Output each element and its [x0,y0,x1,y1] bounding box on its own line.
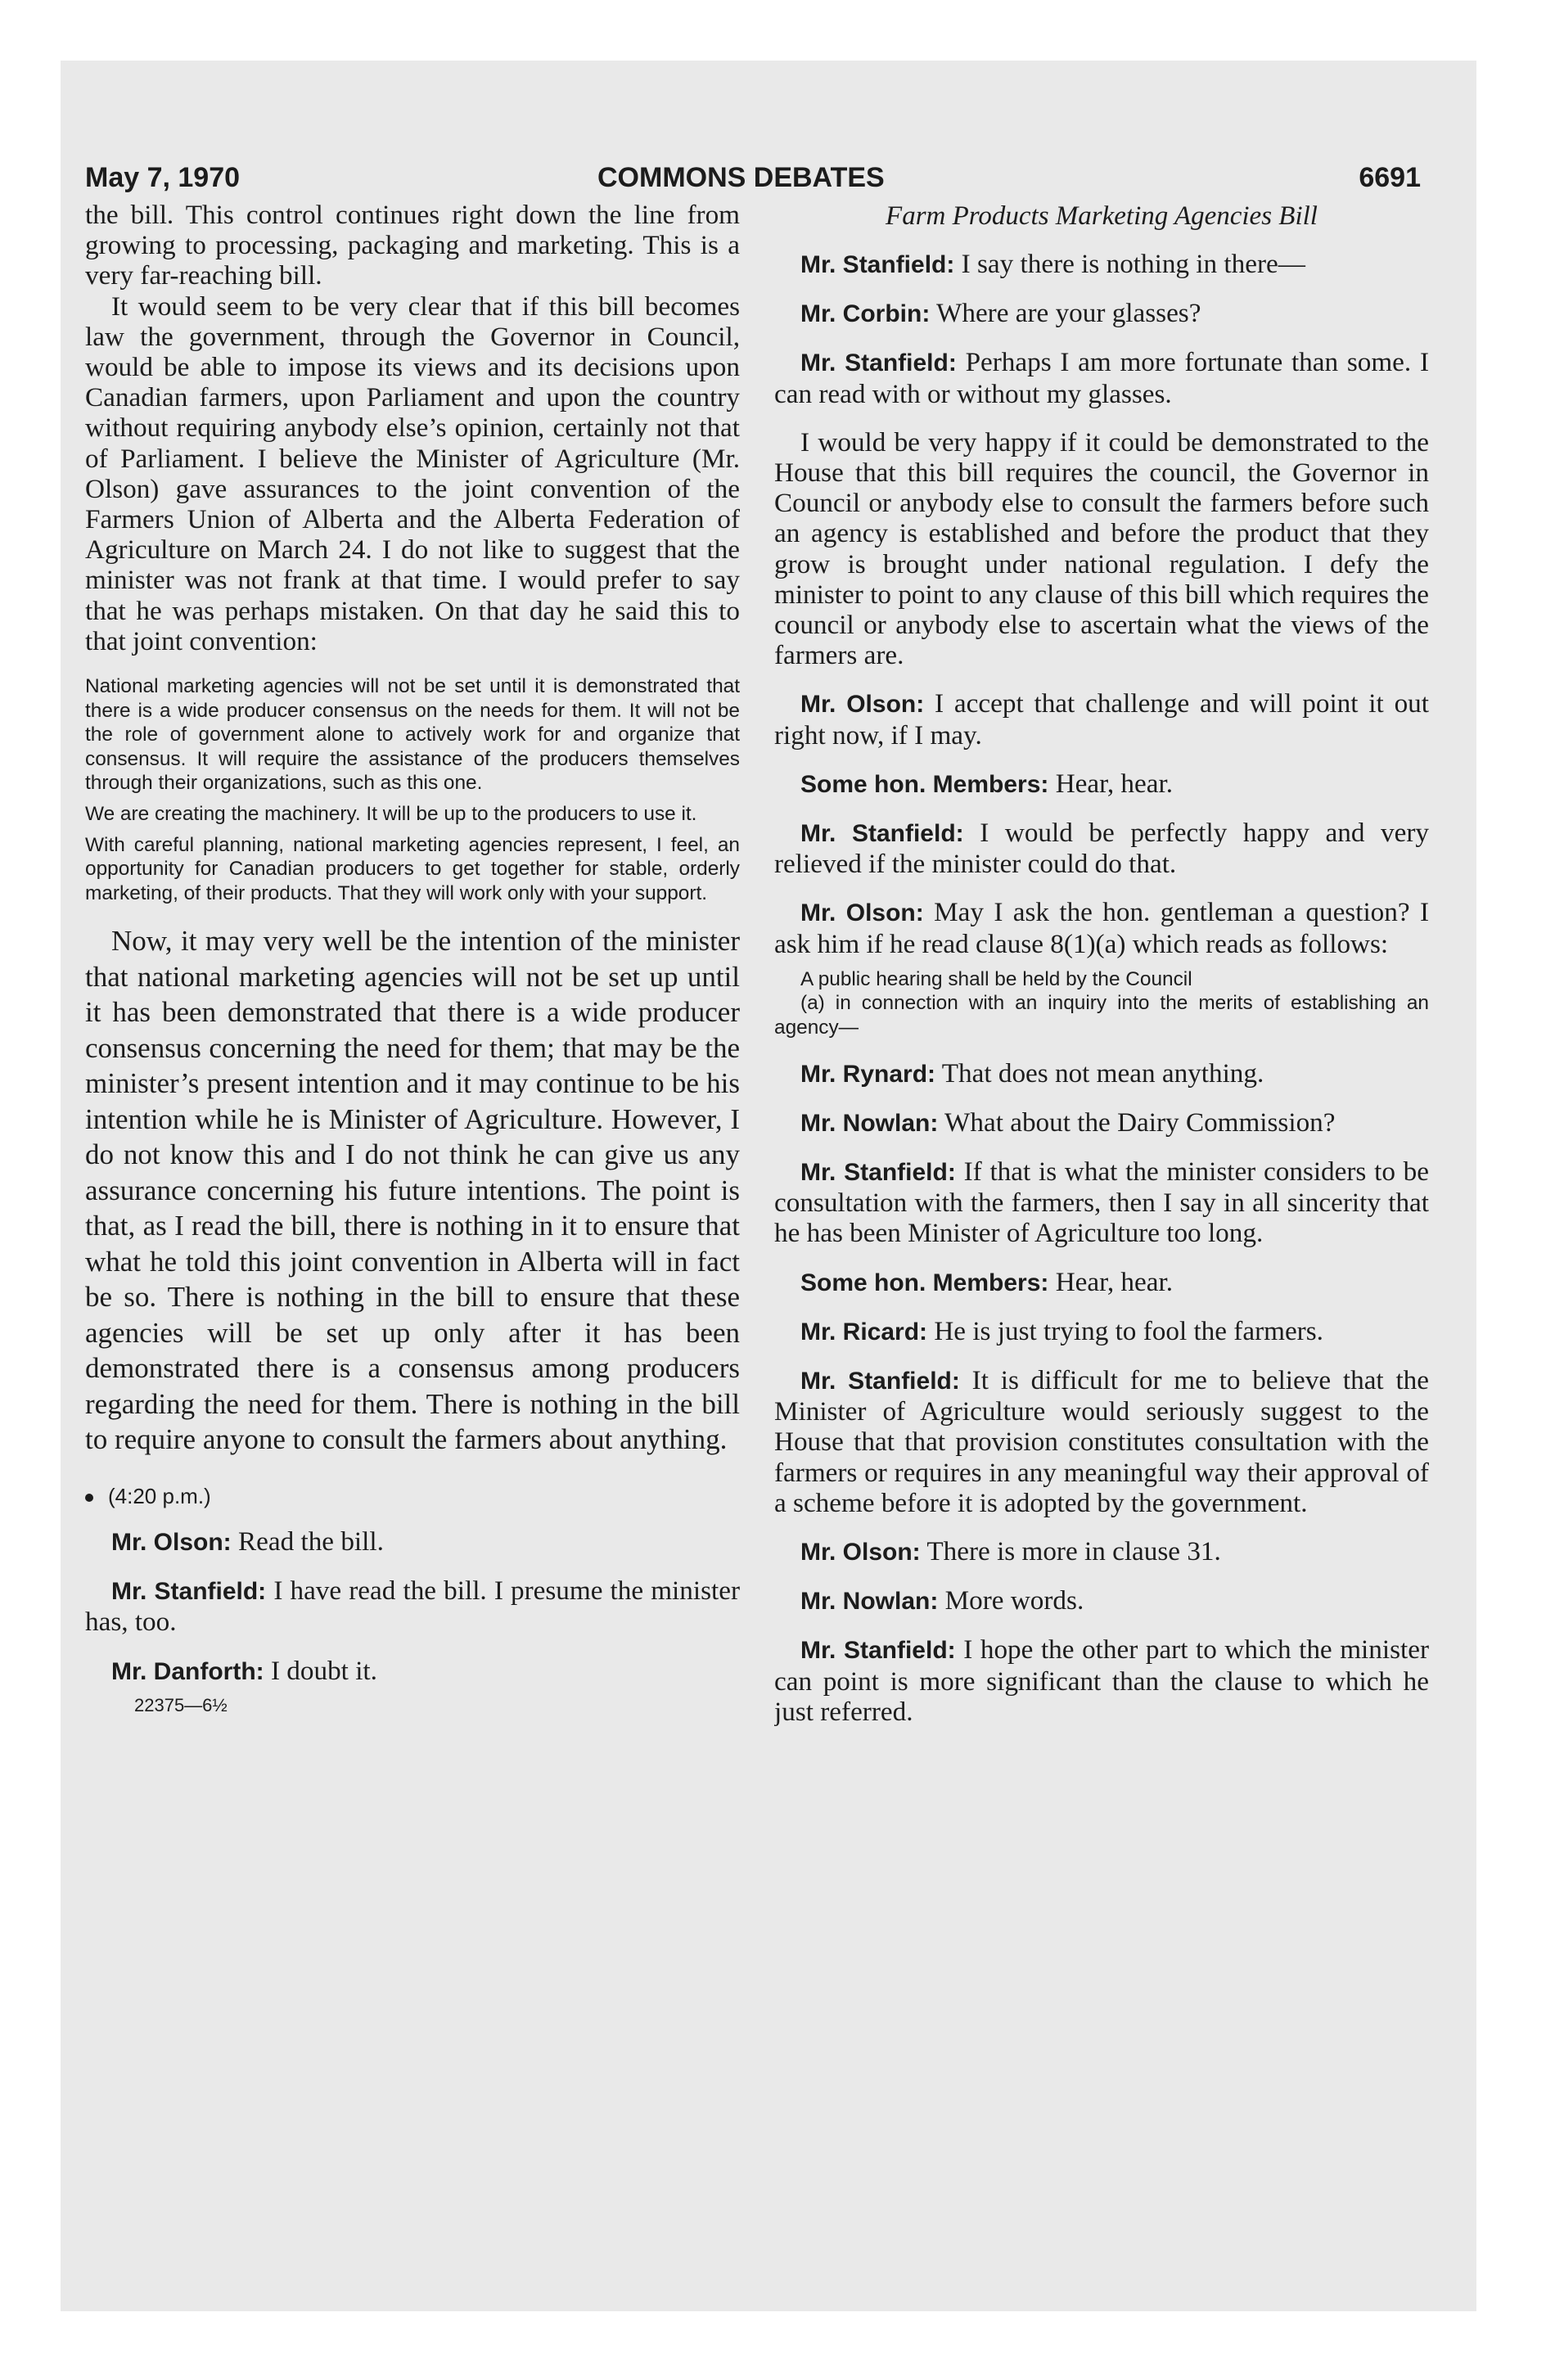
speaker-name: Mr. Stanfield: [800,1637,956,1665]
speaker-name: Mr. Stanfield: [800,820,964,848]
speaker-name: Mr. Danforth: [111,1657,264,1685]
speaker-name: Mr. Nowlan: [800,1109,939,1137]
speaker-name: Some hon. Members: [800,770,1049,798]
speech-text: He is just trying to fool the farmers. [934,1315,1323,1346]
speaker-name: Mr. Stanfield: [800,1159,956,1187]
header-title: COMMONS DEBATES [597,162,885,193]
running-subtitle: Farm Products Marketing Agencies Bill [886,201,1318,231]
speaker-name: Mr. Stanfield: [800,349,957,377]
speech [774,1585,1429,1616]
speaker-name: Mr. Nowlan: [800,1588,939,1616]
speech [774,1156,1429,1249]
speech [85,1575,740,1637]
print-code: 22375—6½ [134,1694,228,1715]
speech-text: May I ask the hon. gentleman a question? I ask him if he read clause 8(1)(a) which reads as follows: [774,897,1429,959]
paragraph: It would seem to be very clear that if this bill becomes law the government, through the Governor in Council, would be able to impose its views and its decisions upon Canadian farmers, upon Parliament and upon the country without requiring anybody else’s opinion, certainly not that of Parliament. I believe the Minister of Agriculture (Mr. Olson) gave assurances to the joint convention of the Farmers Union of Alberta and the Alberta Federation of Agriculture on March 24. I do not like to suggest that the minister was not frank at that time. I would prefer to say that he was perhaps mistaken. On that day he said this to that joint convention: [85,291,740,656]
speech-text: Perhaps I am more fortunate than some. I can read with or without my glasses. [774,347,1429,409]
quotation-block [85,674,740,905]
speech [85,1526,740,1557]
speech-text: If that is what the minister considers to be consultation with the farmers, then I say in all sincerity that he has been Minister of Agriculture too long. [774,1156,1429,1249]
quotation-paragraph: With careful planning, national marketing agencies represent, I feel, an opportunity for Canadian producers to get together for stable, orderly marketing, of their products. That they will work only with your support. [85,833,740,904]
speech [774,769,1429,800]
speaker-name: Mr. Stanfield: [111,1578,267,1606]
speech-text: I doubt it. [270,1655,377,1686]
speech [85,1656,740,1687]
speaker-name: Mr. Olson: [800,1539,921,1566]
speech-text: Hear, hear. [1055,1266,1174,1297]
quotation-paragraph: National marketing agencies will not be set until it is demonstrated that there is a wide producer consensus on the needs for them. It will not be the role of government alone to actively work for and organize that consensus. It will require the assistance of the producers themselves through their organizations, such as this one. [85,675,740,795]
speech [774,1536,1429,1567]
speech-text: Read the bill. [237,1526,384,1557]
speech-text: That does not mean anything. [941,1057,1264,1089]
speech [774,818,1429,879]
speaker-name: Mr. Olson: [800,899,924,927]
speaker-name: Mr. Olson: [800,691,925,719]
speech [774,1107,1429,1138]
speech-text: I accept that challenge and will point it out right now, if I may. [774,688,1429,751]
speaker-name: Mr. Stanfield: [800,1368,960,1395]
speech-text: Hear, hear. [1055,768,1174,799]
header-date: May 7, 1970 [85,162,241,193]
timestamp [85,1484,740,1508]
speech [774,249,1429,280]
speech-text: It is difficult for me to believe that the Minister of Agriculture would seriously suggest to the House that that provision constitutes consultation with the farmers or requires in any meaningful way their approval of a scheme before it is adopted by the government. [774,1365,1429,1518]
header-page-number: 6691 [1359,162,1421,193]
speaker-name: Mr. Corbin: [800,300,931,328]
quotation-paragraph: (a) in connection with an inquiry into the merits of establishing an agency— [774,992,1429,1039]
quotation-paragraph: A public hearing shall be held by the Council [800,967,1192,990]
bullet-icon [85,1494,93,1502]
speaker-name: Mr. Stanfield: [800,251,955,278]
speech-text: I would be perfectly happy and very relieved if the minister could do that. [774,818,1429,880]
speech [774,298,1429,329]
speech [774,688,1429,750]
speaker-name: Mr. Olson: [111,1528,232,1556]
speech [774,1365,1429,1518]
speech-text: I say there is nothing in there— [961,249,1305,279]
quotation-paragraph: We are creating the machinery. It will be up to the producers to use it. [85,803,697,826]
left-column [85,200,740,2262]
speech-text: More words. [944,1585,1084,1616]
right-column [774,200,1429,2262]
speech [774,1634,1429,1727]
speech [774,1058,1429,1089]
paragraph: I would be very happy if it could be demonstrated to the House that this bill requires the council, the Governor in Council or anybody else to consult the farmers before such an agency is established and before the product that they grow is brought under national regulation. I defy the minister to point to any clause of this bill which requires the council or anybody else to ascertain what the views of the farmers are. [774,426,1429,671]
speech [774,1316,1429,1347]
quotation-block [774,967,1429,1040]
speech [774,897,1429,958]
paragraph: the bill. This control continues right down the line from growing to processing, packaging and marketing. This is a very far-reaching bill. [85,200,740,291]
speech-text: What about the Dairy Commission? [944,1107,1336,1138]
speech-text: I hope the other part to which the minister can point is more significant than the clause to which he just referred. [774,1634,1429,1727]
speech [774,347,1429,408]
paragraph: Now, it may very well be the intention of the minister that national marketing agencies will not be set up until it has been demonstrated that there is a wide producer consensus concerning the need for them; that may be the minister’s present intention and it may continue to be his intention while he is Minister of Agriculture. However, I do not know this and I do not think he can give us any assurance concerning his future intentions. The point is that, as I read the bill, there is nothing in it to ensure that what he told this joint convention in Alberta will in fact be so. There is nothing in the bill to ensure that these agencies will be set up only after it has been demonstrated there is a consensus among producers regarding the need for them. There is nothing in the bill to require anyone to consult the farmers about anything. [85,925,740,1456]
page-header [85,162,1421,203]
speech-text: There is more in clause 31. [926,1536,1221,1567]
speech [774,1267,1429,1298]
speech-text: I have read the bill. I presume the minister has, too. [85,1575,740,1638]
speaker-name: Mr. Rynard: [800,1060,936,1088]
timestamp-text: (4:20 p.m.) [108,1483,211,1508]
speaker-name: Some hon. Members: [800,1269,1049,1296]
speaker-name: Mr. Ricard: [800,1318,928,1346]
speech-text: Where are your glasses? [936,298,1201,329]
